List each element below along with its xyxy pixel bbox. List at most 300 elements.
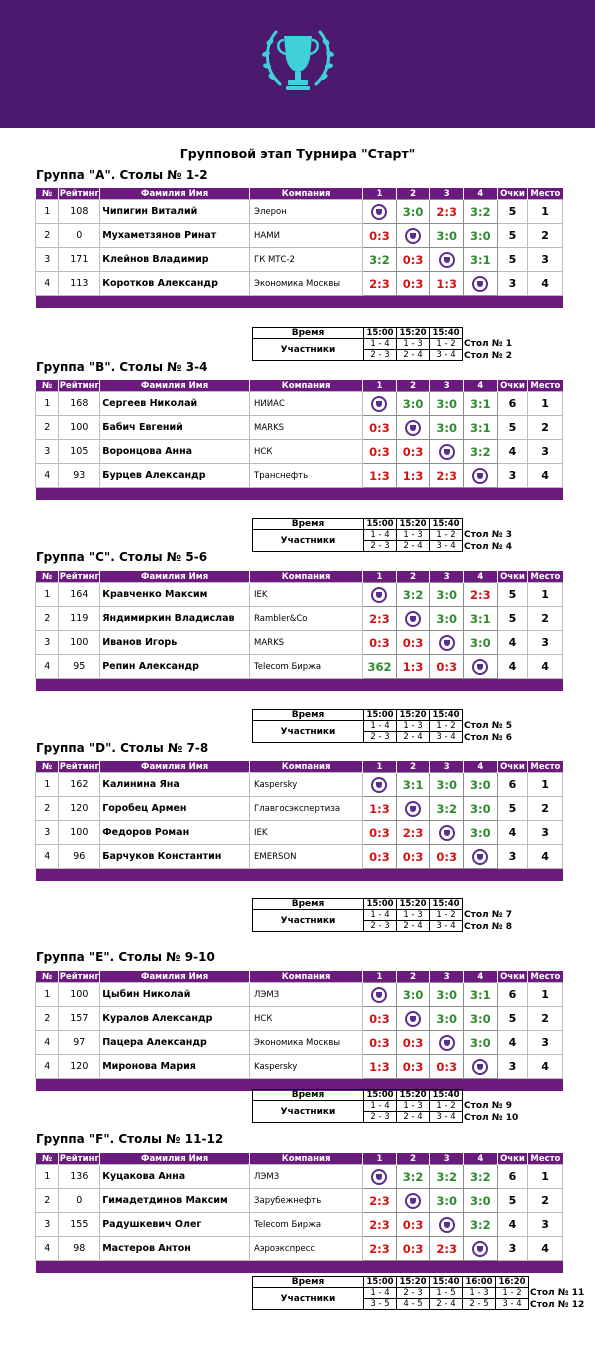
- table-row: [36, 1213, 563, 1237]
- company-cell: EMERSON: [250, 845, 363, 869]
- score-cell: 3:2: [464, 1213, 498, 1237]
- rating-cell: 113: [59, 272, 100, 296]
- column-header: Рейтинг: [59, 971, 99, 982]
- column-header: Компания: [250, 188, 363, 200]
- column-header: 2: [396, 1153, 430, 1165]
- points-cell: 3: [497, 1237, 528, 1261]
- column-header: Рейтинг: [59, 188, 99, 199]
- player-name: Иванов Игорь: [100, 631, 250, 655]
- schedule-match-row: [253, 721, 463, 732]
- place-cell: 4: [528, 464, 563, 488]
- time-label: Время: [253, 328, 364, 339]
- time-slot: 15:20: [397, 519, 430, 530]
- table-header-row: [36, 571, 563, 583]
- player-name: Куралов Александр: [100, 1007, 250, 1031]
- points-cell: 6: [497, 1165, 528, 1189]
- time-slot: 15:40: [430, 328, 463, 339]
- column-header: 4: [464, 761, 498, 773]
- rating-cell: 168: [59, 392, 100, 416]
- column-header: 1: [363, 571, 397, 583]
- column-header: 2: [396, 380, 430, 392]
- column-header: Фамилия Имя: [100, 761, 250, 773]
- match-pair: 1 - 2: [430, 1101, 463, 1112]
- column-header: №: [36, 188, 59, 200]
- trophy-icon: [439, 825, 455, 841]
- table-row: [36, 631, 563, 655]
- score-cell: 2:3: [363, 272, 397, 296]
- company-cell: IEK: [250, 583, 363, 607]
- row-number: 2: [36, 607, 59, 631]
- score-cell: 0:3: [396, 1237, 430, 1261]
- score-cell: 3:0: [396, 392, 430, 416]
- player-name: Радушкевич Олег: [100, 1213, 250, 1237]
- match-pair: 2 - 3: [364, 350, 397, 361]
- table-row: [36, 464, 563, 488]
- match-pair: 1 - 3: [463, 1288, 496, 1299]
- rating-cell: 120: [59, 797, 100, 821]
- trophy-icon: [439, 1217, 455, 1233]
- table-row: [36, 272, 563, 296]
- time-slot: 15:00: [364, 519, 397, 530]
- row-number: 1: [36, 1165, 59, 1189]
- points-cell: 5: [497, 797, 528, 821]
- company-cell: Аэроэкспресс: [250, 1237, 363, 1261]
- column-header: Фамилия Имя: [100, 571, 250, 583]
- column-header: Фамилия Имя: [100, 188, 250, 200]
- place-cell: 1: [528, 1165, 563, 1189]
- place-cell: 4: [528, 1237, 563, 1261]
- table-footer-bar: [36, 679, 563, 692]
- score-cell: 3:0: [430, 416, 464, 440]
- player-name: Кравченко Максим: [100, 583, 250, 607]
- trophy-icon: [371, 396, 387, 412]
- rating-cell: 136: [59, 1165, 100, 1189]
- score-cell: 0:3: [363, 224, 397, 248]
- score-cell: 3:2: [396, 583, 430, 607]
- table-number-label: Стол № 1: [464, 339, 512, 349]
- time-slot: 15:00: [364, 1277, 397, 1288]
- column-header: 1: [363, 1153, 397, 1165]
- time-slot: 15:20: [397, 1277, 430, 1288]
- self-match-cell: [363, 983, 397, 1007]
- trophy-icon: [439, 1035, 455, 1051]
- column-header: 2: [396, 188, 430, 200]
- row-number: 4: [36, 272, 59, 296]
- score-cell: 3:0: [430, 224, 464, 248]
- time-slot: 15:40: [430, 1090, 463, 1101]
- place-cell: 3: [528, 1031, 563, 1055]
- score-cell: 2:3: [363, 1237, 397, 1261]
- self-match-cell: [464, 845, 498, 869]
- points-cell: 4: [497, 821, 528, 845]
- place-cell: 1: [528, 773, 563, 797]
- time-slot: 15:20: [397, 1090, 430, 1101]
- row-number: 1: [36, 392, 59, 416]
- score-cell: 3:2: [363, 248, 397, 272]
- match-pair: 1 - 4: [364, 721, 397, 732]
- table-number-label: Стол № 12: [530, 1300, 585, 1310]
- self-match-cell: [430, 821, 464, 845]
- score-cell: 1:3: [363, 464, 397, 488]
- table-number-label: Стол № 5: [464, 721, 512, 731]
- score-cell: 0:3: [396, 1213, 430, 1237]
- table-number-label: Стол № 9: [464, 1101, 512, 1111]
- score-cell: 0:3: [396, 1031, 430, 1055]
- score-cell: 3:2: [464, 200, 498, 224]
- results-table: [35, 380, 563, 500]
- score-cell: 3:0: [430, 583, 464, 607]
- score-cell: 3:1: [396, 773, 430, 797]
- column-header: Фамилия Имя: [100, 971, 250, 983]
- match-pair: 1 - 4: [364, 1288, 397, 1299]
- player-name: Бурцев Александр: [100, 464, 250, 488]
- column-header: 3: [430, 380, 464, 392]
- self-match-cell: [396, 1189, 430, 1213]
- match-pair: 2 - 4: [397, 350, 430, 361]
- trophy-icon: [405, 1193, 421, 1209]
- column-header: Фамилия Имя: [100, 1153, 250, 1165]
- score-cell: 3:0: [464, 1007, 498, 1031]
- match-pair: 1 - 4: [364, 339, 397, 350]
- trophy-icon: [405, 611, 421, 627]
- player-name: Куцакова Анна: [100, 1165, 250, 1189]
- rating-cell: 171: [59, 248, 100, 272]
- score-cell: 3:0: [464, 821, 498, 845]
- place-cell: 4: [528, 845, 563, 869]
- participants-label: Участники: [253, 530, 364, 552]
- time-label: Время: [253, 1277, 364, 1288]
- points-cell: 5: [497, 248, 528, 272]
- schedule-table: [252, 327, 463, 361]
- place-cell: 2: [528, 416, 563, 440]
- schedule-table: [252, 1276, 529, 1310]
- row-number: 2: [36, 224, 59, 248]
- rating-cell: 100: [59, 416, 100, 440]
- company-cell: Экономика Москвы: [250, 1031, 363, 1055]
- score-cell: 3:0: [464, 631, 498, 655]
- participants-label: Участники: [253, 721, 364, 743]
- time-slot: 15:20: [397, 328, 430, 339]
- self-match-cell: [430, 631, 464, 655]
- schedule-time-row: [253, 1090, 463, 1101]
- table-row: [36, 440, 563, 464]
- player-name: Миронова Мария: [100, 1055, 250, 1079]
- time-slot: 16:00: [463, 1277, 496, 1288]
- score-cell: 3:0: [464, 797, 498, 821]
- column-header: Место: [528, 188, 563, 200]
- schedule-table: [252, 1089, 463, 1123]
- player-name: Пацера Александр: [100, 1031, 250, 1055]
- row-number: 4: [36, 1031, 59, 1055]
- trophy-icon: [472, 276, 488, 292]
- schedule-table: [252, 898, 463, 932]
- match-pair: 1 - 3: [397, 910, 430, 921]
- score-cell: 3:2: [396, 1165, 430, 1189]
- table-number-label: Стол № 11: [530, 1288, 585, 1298]
- column-header: 3: [430, 761, 464, 773]
- row-number: 3: [36, 248, 59, 272]
- column-header: Рейтинг: [59, 571, 99, 582]
- row-number: 4: [36, 1237, 59, 1261]
- footer-bar-cell: [36, 488, 563, 501]
- score-cell: 3:0: [396, 983, 430, 1007]
- results-table: [35, 761, 563, 881]
- points-cell: 6: [497, 392, 528, 416]
- table-row: [36, 983, 563, 1007]
- match-pair: 1 - 2: [430, 721, 463, 732]
- column-header: №: [36, 971, 59, 983]
- player-name: Барчуков Константин: [100, 845, 250, 869]
- schedule-match-row: [253, 339, 463, 350]
- rating-cell: 155: [59, 1213, 100, 1237]
- place-cell: 1: [528, 392, 563, 416]
- place-cell: 3: [528, 248, 563, 272]
- place-cell: 3: [528, 821, 563, 845]
- schedule-time-row: [253, 899, 463, 910]
- column-header: Рейтинг: [59, 380, 99, 391]
- time-label: Время: [253, 899, 364, 910]
- trophy-icon: [371, 587, 387, 603]
- score-cell: 0:3: [363, 1007, 397, 1031]
- self-match-cell: [363, 773, 397, 797]
- company-cell: IEK: [250, 821, 363, 845]
- self-match-cell: [430, 248, 464, 272]
- match-pair: 2 - 4: [397, 541, 430, 552]
- table-row: [36, 1237, 563, 1261]
- score-cell: 3:2: [430, 1165, 464, 1189]
- score-cell: 3:0: [430, 983, 464, 1007]
- score-cell: 0:3: [396, 845, 430, 869]
- trophy-icon: [472, 659, 488, 675]
- row-number: 2: [36, 416, 59, 440]
- match-pair: 2 - 4: [397, 732, 430, 743]
- table-header-row: [36, 761, 563, 773]
- score-cell: 1:3: [396, 464, 430, 488]
- place-cell: 2: [528, 797, 563, 821]
- column-header: Рейтинг: [59, 1153, 99, 1164]
- player-name: Цыбин Николай: [100, 983, 250, 1007]
- match-pair: 1 - 3: [397, 1101, 430, 1112]
- column-header: Очки: [497, 571, 528, 583]
- trophy-icon: [371, 204, 387, 220]
- score-cell: 2:3: [363, 1213, 397, 1237]
- column-header: 1: [363, 761, 397, 773]
- table-row: [36, 1031, 563, 1055]
- score-cell: 3:0: [430, 607, 464, 631]
- schedule-match-row: [253, 1101, 463, 1112]
- column-header: Компания: [250, 1153, 363, 1165]
- company-cell: НАМИ: [250, 224, 363, 248]
- match-pair: 1 - 4: [364, 530, 397, 541]
- column-header: Место: [528, 571, 563, 583]
- table-header-row: [36, 971, 563, 983]
- score-cell: 3:2: [464, 440, 498, 464]
- group-title: Группа "C". Столы № 5-6: [36, 550, 208, 564]
- player-name: Мастеров Антон: [100, 1237, 250, 1261]
- column-header: Фамилия Имя: [100, 380, 250, 392]
- player-name: Мухаметзянов Ринат: [100, 224, 250, 248]
- time-slot: 15:00: [364, 710, 397, 721]
- score-cell: 0:3: [396, 631, 430, 655]
- column-header: Место: [528, 380, 563, 392]
- self-match-cell: [363, 392, 397, 416]
- time-label: Время: [253, 1090, 364, 1101]
- trophy-icon: [439, 444, 455, 460]
- column-header: Место: [528, 761, 563, 773]
- schedule-time-row: [253, 710, 463, 721]
- points-cell: 3: [497, 272, 528, 296]
- place-cell: 2: [528, 1007, 563, 1031]
- points-cell: 5: [497, 416, 528, 440]
- trophy-icon: [405, 420, 421, 436]
- player-name: Бабич Евгений: [100, 416, 250, 440]
- points-cell: 6: [497, 983, 528, 1007]
- score-cell: 0:3: [363, 821, 397, 845]
- company-cell: НСК: [250, 1007, 363, 1031]
- trophy-laurel-icon: [258, 18, 338, 102]
- trophy-icon: [439, 635, 455, 651]
- table-row: [36, 200, 563, 224]
- score-cell: 3:0: [430, 773, 464, 797]
- table-row: [36, 392, 563, 416]
- time-slot: 15:40: [430, 519, 463, 530]
- participants-label: Участники: [253, 910, 364, 932]
- points-cell: 4: [497, 440, 528, 464]
- group-title: Группа "E". Столы № 9-10: [36, 950, 215, 964]
- rating-cell: 98: [59, 1237, 100, 1261]
- self-match-cell: [396, 607, 430, 631]
- trophy-icon: [405, 801, 421, 817]
- score-cell: 3:1: [464, 248, 498, 272]
- table-row: [36, 821, 563, 845]
- table-row: [36, 1189, 563, 1213]
- rating-cell: 96: [59, 845, 100, 869]
- self-match-cell: [396, 797, 430, 821]
- self-match-cell: [363, 200, 397, 224]
- score-cell: 0:3: [396, 248, 430, 272]
- self-match-cell: [430, 440, 464, 464]
- points-cell: 5: [497, 1189, 528, 1213]
- participants-label: Участники: [253, 1101, 364, 1123]
- row-number: 3: [36, 821, 59, 845]
- match-pair: 3 - 4: [496, 1299, 529, 1310]
- company-cell: MARKS: [250, 631, 363, 655]
- footer-bar-cell: [36, 1261, 563, 1274]
- company-cell: ЛЭМЗ: [250, 983, 363, 1007]
- match-pair: 3 - 4: [430, 350, 463, 361]
- score-cell: 2:3: [396, 821, 430, 845]
- self-match-cell: [430, 1213, 464, 1237]
- row-number: 4: [36, 464, 59, 488]
- company-cell: Главгосэкспертиза: [250, 797, 363, 821]
- score-cell: 0:3: [396, 272, 430, 296]
- rating-cell: 95: [59, 655, 100, 679]
- time-slot: 15:40: [430, 899, 463, 910]
- schedule-table: [252, 709, 463, 743]
- points-cell: 3: [497, 464, 528, 488]
- match-pair: 2 - 4: [397, 1112, 430, 1123]
- rating-cell: 93: [59, 464, 100, 488]
- match-pair: 1 - 4: [364, 1101, 397, 1112]
- player-name: Федоров Роман: [100, 821, 250, 845]
- trophy-icon: [405, 228, 421, 244]
- column-header: 3: [430, 971, 464, 983]
- score-cell: 3:0: [396, 200, 430, 224]
- rating-cell: 105: [59, 440, 100, 464]
- row-number: 2: [36, 1007, 59, 1031]
- table-row: [36, 845, 563, 869]
- place-cell: 4: [528, 1055, 563, 1079]
- company-cell: Экономика Москвы: [250, 272, 363, 296]
- rating-cell: 100: [59, 821, 100, 845]
- column-header: №: [36, 571, 59, 583]
- match-pair: 3 - 4: [430, 1112, 463, 1123]
- company-cell: Зарубежнефть: [250, 1189, 363, 1213]
- table-number-label: Стол № 2: [464, 351, 512, 361]
- column-header: 3: [430, 571, 464, 583]
- place-cell: 1: [528, 200, 563, 224]
- score-cell: 0:3: [396, 1055, 430, 1079]
- group-title: Группа "A". Столы № 1-2: [36, 168, 208, 182]
- self-match-cell: [464, 464, 498, 488]
- score-cell: 3:2: [464, 1165, 498, 1189]
- match-pair: 1 - 3: [397, 530, 430, 541]
- points-cell: 4: [497, 655, 528, 679]
- row-number: 4: [36, 1055, 59, 1079]
- match-pair: 2 - 3: [397, 1288, 430, 1299]
- trophy-icon: [371, 777, 387, 793]
- time-slot: 15:40: [430, 710, 463, 721]
- points-cell: 4: [497, 1031, 528, 1055]
- column-header: №: [36, 380, 59, 392]
- results-table: [35, 188, 563, 308]
- schedule-table: [252, 518, 463, 552]
- company-cell: НСК: [250, 440, 363, 464]
- place-cell: 3: [528, 440, 563, 464]
- company-cell: Элерон: [250, 200, 363, 224]
- table-row: [36, 1055, 563, 1079]
- schedule-match-row: [253, 1288, 529, 1299]
- header-banner: [0, 0, 595, 128]
- points-cell: 4: [497, 1213, 528, 1237]
- table-number-label: Стол № 7: [464, 910, 512, 920]
- points-cell: 6: [497, 773, 528, 797]
- match-pair: 3 - 4: [430, 541, 463, 552]
- time-slot: 16:20: [496, 1277, 529, 1288]
- rating-cell: 100: [59, 983, 100, 1007]
- table-footer-bar: [36, 869, 563, 882]
- place-cell: 1: [528, 583, 563, 607]
- company-cell: ЛЭМЗ: [250, 1165, 363, 1189]
- score-cell: 0:3: [430, 845, 464, 869]
- schedule-time-row: [253, 328, 463, 339]
- trophy-icon: [405, 1011, 421, 1027]
- row-number: 1: [36, 983, 59, 1007]
- score-cell: 2:3: [430, 200, 464, 224]
- trophy-icon: [439, 252, 455, 268]
- table-row: [36, 773, 563, 797]
- place-cell: 4: [528, 655, 563, 679]
- table-header-row: [36, 380, 563, 392]
- score-cell: 2:3: [363, 1189, 397, 1213]
- points-cell: 3: [497, 845, 528, 869]
- table-number-label: Стол № 10: [464, 1113, 519, 1123]
- column-header: Компания: [250, 761, 363, 773]
- score-cell: 0:3: [363, 416, 397, 440]
- row-number: 1: [36, 583, 59, 607]
- company-cell: Rambler&Co: [250, 607, 363, 631]
- rating-cell: 119: [59, 607, 100, 631]
